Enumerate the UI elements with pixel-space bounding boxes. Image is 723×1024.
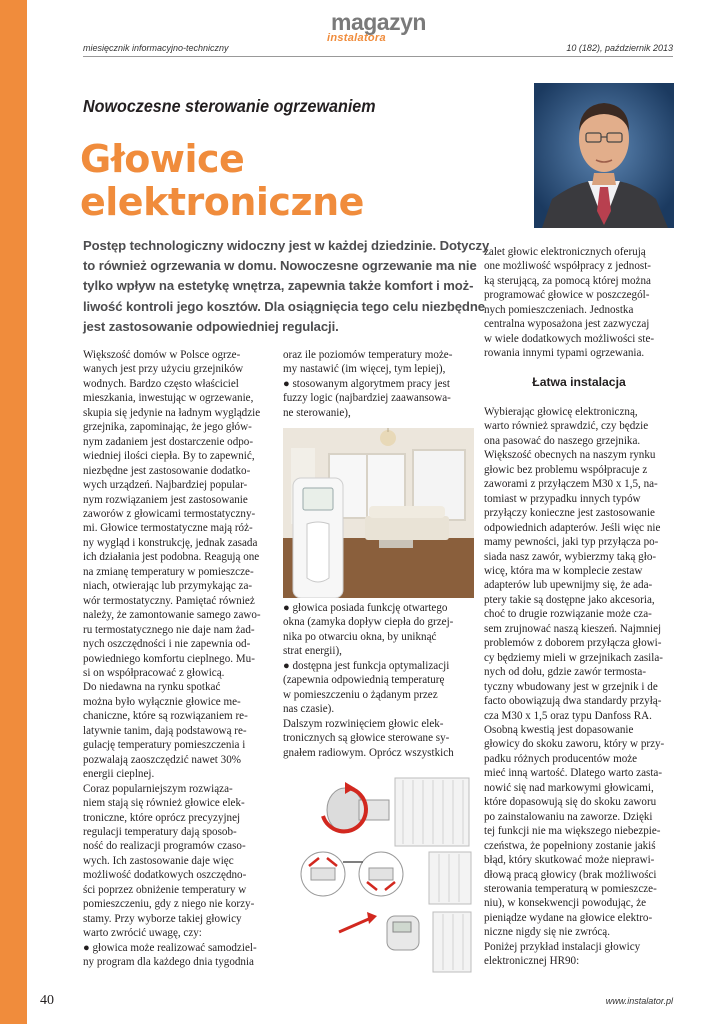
page-number: 40 [40,993,54,1008]
text-line: stamy. Przy wyborze takiej głowicy [83,912,242,925]
text-line: programować głowice w poszczegól- [484,289,650,302]
text-line: ką sterującą, za pomocą której można [484,274,651,287]
text-line: po zainstalowaniu na zaworze. Dzięki [484,810,653,823]
text-line: dłową pracą głowicy (brak możliwości [484,868,657,881]
text-line: Coraz popularniejszym rozwiąza- [83,782,233,795]
body-column-2-top [283,348,473,420]
lead-line: to również ogrzewania w domu. Nowoczesne ogrzewanie ma nie [83,258,477,274]
text-line: rowania innymi typami ogrzewania. [484,347,645,360]
text-line: błąd, który skutkować może nieprawi- [484,854,655,867]
body-column-3-bottom [484,405,674,969]
text-line: możliwość dodatkowych oszczędno- [83,869,247,882]
text-line: warto również sprawdzić, czy będzie [484,420,649,433]
body-column-3-top [484,245,674,361]
text-line: problemów z doborem przyłącza głowi- [484,637,662,650]
text-line: wiedniej ilości ciepła. By to zapewnić, [83,450,255,463]
text-line: gulację temperatury pomieszczenia i [83,739,246,752]
text-line: tomiast w przypadku innych typów [484,492,641,505]
text-line: wodnych. Bardzo często właściciel [83,377,239,390]
text-line: nowić się nad markowymi głowicami, [484,781,654,794]
text-line: niu), w konsekwencji powodując, że [484,897,647,910]
living-room-thermostat-photo [283,428,474,598]
text-line: mi. Głowice termostatyczne mają róż- [83,522,253,535]
body-column-1 [83,348,273,969]
text-line: latywnie tanim, dają podstawową re- [83,724,247,737]
text-line: grzejnika, zapominając, że jego głów- [83,421,252,434]
text-line: Osobną kwestią jest dopasowanie [484,723,634,736]
text-line: troniczne, które oprócz precyzyjnej [83,811,241,824]
text-line: odpowiednich adapterów. Jeśli więc nie [484,521,661,534]
title-line: Głowice [80,137,245,181]
text-line: ny program dla każdego dnia tygodnia [83,956,254,969]
text-line: elektronicznej HR90: [484,955,580,968]
text-line: wych urządzeń. Najbardziej popular- [83,479,248,492]
text-line: ny wygląd i konstrukcję, jednak zasada [83,536,258,549]
text-line: które dopasowują się do skoku zaworu [484,796,657,809]
text-line: wicę, która ma w komplecie zestaw [484,564,643,577]
text-line: nym rozwiązaniem jest zastosowanie [83,493,248,506]
text-line: niezbędne jest zastosowanie dodatko- [83,464,251,477]
text-line: zaworami z przyłączem M30 x 1,5, na- [484,478,658,491]
title-line: elektroniczne [80,180,364,224]
text-line: pieniądze wydane na głowice elektro- [484,911,653,924]
text-line: zaworów z głowicami termostatyczny- [83,507,256,520]
text-line: mieć inną wartość. Dlatego warto zasta- [484,767,663,780]
text-line: tyczny wbudowany jest w grzejnik i de [484,680,658,693]
text-line: one możliwość współpracy z jednost- [484,260,651,273]
text-line: przyłączy konieczne jest zastosowanie [484,507,655,520]
header-publication-type: miesięcznik informacyjno-techniczny [83,43,229,53]
lead-line: tylko wpływ na estetykę wnętrza, zapewnia także komfort i moż- [83,278,474,294]
text-line: sterowania temperaturą w pomieszcze- [484,882,657,895]
text-line: ność do realizacji programów czaso- [83,840,246,853]
text-line: wanych jest przy użyciu grzejników [83,363,244,376]
text-line: Dalszym rozwinięciem głowic elek- [283,717,444,730]
text-line: skupia się jedynie na ładnym wyglądzie [83,406,261,419]
text-line: my nastawić (im więcej, tym lepiej), [283,363,446,376]
text-line: niach, otwierając lub przymykając za- [83,580,253,593]
text-line: nika po otwarciu okna, by uniknąć [283,630,437,643]
text-line: tej funkcji nie ma większego niebezpie- [484,825,661,838]
logo-wordmark: magazyn [331,9,426,35]
text-line: okna (zamyka dopływ ciepła do grzej- [283,616,454,629]
text-line: (zapewnia odpowiednią temperaturę [283,674,445,687]
text-line: centralna wyposażona jest zazwyczaj [484,318,650,331]
text-line: w wiele dodatkowych możliwości ste- [484,332,655,345]
text-line: nych pomieszczeniach. Jednostka [484,303,634,316]
text-line: regulacji temperatury dają sposob- [83,825,237,838]
lead-line: liwość kontroli jego kosztów. Dla osiągnięcia tego celu niezbędne [83,298,485,314]
text-line: niczne nigdy się nie zwrócą. [484,926,610,939]
text-line: Większość obecnych na naszym rynku [484,449,656,462]
text-line: nych od dołu, gdzie zawór termosta- [484,666,647,679]
header-issue-info: 10 (182), październik 2013 [566,43,673,53]
text-line: czeństwa, że popełniony zostanie jakiś [484,839,656,852]
text-line: padku różnych producentów może [484,752,638,765]
text-line: fuzzy logic (najbardziej zaawansowa- [283,392,451,405]
text-line: w pomieszczeniu o żądanym przez [283,688,438,701]
text-line: nas czasie). [283,703,335,716]
text-line: nych oszczędności i nie zapewnia od- [83,638,251,651]
text-line: ru termostatycznego nie daje nam żad- [83,623,255,636]
text-line: sem zrujnować naszą kieszeń. Najmniej [484,622,662,635]
text-line: si on współpracować z głowicą. [83,666,225,679]
text-line: niem stają się również głowice elek- [83,797,245,810]
text-line: strat energii), [283,645,342,658]
lead-line: Postęp technologiczny widoczny jest w każdej dziedzinie. Dotyczy [83,238,490,253]
text-line: można było wyłącznie głowice me- [83,695,241,708]
text-line: należy, że zamontowanie samego zawo- [83,609,261,622]
text-line: gnałem radiowym. Oprócz wszystkich [283,746,454,759]
text-line: facto obowiązują dwa standardy przyłą- [484,695,662,708]
text-line: siada nasz zawór, wybierzmy taką gło- [484,550,657,563]
text-line: tronicznych są głowice sterowane sy- [283,732,450,745]
text-line: ● dostępna jest funkcja optymalizacji [283,659,450,672]
text-line: chaniczne, które są rozwiązaniem re- [83,710,248,723]
text-line: choć to drugie rozwiązanie może cza- [484,608,652,621]
page-edge-accent-bar [0,0,27,1024]
author-portrait-photo [534,83,674,228]
text-line: ● głowica może realizować samodziel- [83,941,257,954]
text-line: adapterów lub upewnijmy się, że ada- [484,579,653,592]
text-line: ona pasować do naszego grzejnika. [484,434,641,447]
text-line: oraz ile poziomów temperatury może- [283,349,453,361]
text-line: cy będziemy mieli w grzejnikach zasila- [484,651,663,664]
body-column-2-bottom [283,601,473,760]
text-line: wór termostatyczny. Pamiętać również [83,594,255,607]
text-line: Do niedawna na rynku spotkać [83,681,221,694]
text-line: pomieszczeniu, gdy z niego nie korzy- [83,898,255,911]
text-line: na zmianę temperatury w pomieszcze- [83,565,254,578]
text-line: ptery takie są dostępne jako akcesoria, [484,593,655,606]
text-line: nym zadaniem jest dostarczenie odpo- [83,435,254,448]
text-line: powiedniego komfortu cieplnego. Mu- [83,652,255,665]
text-line: warto zwrócić uwagę, czy: [83,927,202,940]
article-lead [83,236,490,337]
text-line: głowic bez problemu współpracuje z [484,463,648,476]
text-line: cza M30 x 1,5 oraz typu Danfoss RA. [484,709,652,722]
article-kicker: Nowoczesne sterowanie ogrzewaniem [83,96,376,116]
text-line: ich działania jest podobna. Reagują one [83,551,260,564]
magazine-logo [323,10,433,44]
lead-line: jest zastosowanie odpowiedniej regulacji. [83,318,339,334]
header-divider [83,56,673,57]
text-line: ● głowica posiada funkcję otwartego [283,602,448,614]
text-line: głowicy do skoku zaworu, który w przy- [484,738,665,751]
text-line: wych. Ich zastosowanie daje więc [83,854,234,867]
article-title [80,138,364,224]
footer-website-link[interactable]: www.instalator.pl [605,996,673,1006]
text-line: Większość domów w Polsce ogrze- [83,349,241,361]
section-subheading: Łatwa instalacja [532,375,626,389]
text-line: Wybierając głowicę elektroniczną, [484,406,638,418]
text-line: ne sterowanie), [283,406,351,419]
text-line: mamy pewności, jaki typ przyłącza po- [484,536,659,549]
text-line: ● stosowanym algorytmem pracy jest [283,377,450,390]
installation-diagram [283,770,474,977]
text-line: Poniżej przykład instalacji głowicy [484,940,641,953]
logo-sub-wordmark: instalatora [327,32,386,44]
text-line: pozwalają zaoszczędzić nawet 30% [83,753,241,766]
text-line: energii cieplnej. [83,768,155,781]
text-line: mieszkania, inwestując w ogrzewanie, [83,392,254,405]
text-line: zalet głowic elektronicznych oferują [484,246,646,258]
text-line: ści poprzez obniżenie temperatury w [83,883,247,896]
